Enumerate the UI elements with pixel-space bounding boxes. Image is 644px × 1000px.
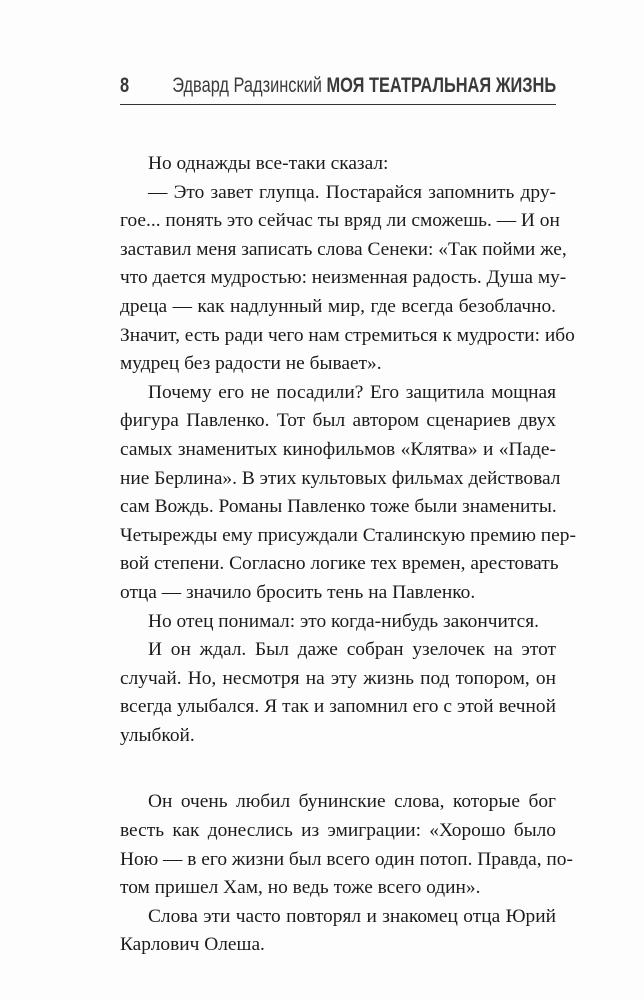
section-gap — [120, 750, 556, 788]
text-line: всегда улыбался. Я так и запомнил его с этой вечной — [120, 696, 556, 718]
text-line: заставил меня записать слова Сенеки: «Так пойми же, — [120, 238, 567, 260]
text-line: том пришел Хам, но ведь тоже всего один». — [120, 877, 481, 899]
running-header — [120, 70, 556, 106]
text-line: дреца — как надлунный мир, где всегда безоблачно. — [120, 295, 556, 317]
text-line: мудрец без радости не бывает». — [120, 353, 382, 375]
running-head — [172, 74, 556, 98]
paragraph — [120, 379, 576, 608]
text-line: Но однажды все-таки сказал: — [148, 153, 389, 174]
text-line: случай. Но, несмотря на эту жизнь под топором, он — [120, 667, 556, 689]
paragraph — [120, 903, 556, 960]
body-text — [120, 150, 576, 960]
text-line: Ною — в его жизни был всего один потоп. Правда, по- — [120, 848, 573, 870]
text-line: Четырежды ему присуждали Сталинскую премию пер- — [120, 524, 576, 546]
text-line: фигура Павленко. Тот был автором сценариев двух — [120, 410, 556, 432]
text-line: самых знаменитых кинофильмов «Клятва» и «Паде- — [120, 438, 556, 460]
header-rule — [120, 104, 556, 105]
text-line: улыбкой. — [120, 724, 195, 746]
author-name: Эдвард Радзинский — [172, 74, 322, 97]
text-line: сам Вождь. Романы Павленко тоже были знамениты. — [120, 496, 557, 518]
paragraph — [120, 150, 556, 179]
paragraph — [120, 179, 575, 379]
text-line: вой степени. Согласно логике тех времен, арестовать — [120, 553, 559, 575]
text-line: Он очень любил бунинские слова, которые бог — [148, 791, 556, 813]
page-number: 8 — [120, 74, 130, 97]
text-line: ние Берлина». В этих культовых фильмах действовал — [120, 467, 561, 489]
paragraph — [120, 608, 556, 637]
text-line: И он ждал. Был даже собран узелочек на этот — [148, 639, 556, 661]
text-line: весть как донеслись из эмиграции: «Хорошо было — [120, 820, 556, 842]
text-line: Слова эти часто повторял и знакомец отца Юрий — [148, 905, 556, 927]
paragraph — [120, 788, 573, 902]
text-line: — Это завет глупца. Постарайся запомнить дру- — [148, 181, 556, 203]
text-line: Значит, есть ради чего нам стремиться к мудрости: ибо — [120, 324, 575, 346]
text-line: отца — значило бросить тень на Павленко. — [120, 581, 476, 603]
text-line: Но отец понимал: это когда-нибудь закончится. — [148, 610, 539, 632]
text-line: Почему его не посадили? Его защитила мощная — [148, 381, 556, 403]
paragraph — [120, 636, 556, 750]
book-title: МОЯ ТЕАТРАЛЬНАЯ ЖИЗНЬ — [326, 74, 556, 97]
text-line: гое... понять это сейчас ты вряд ли сможешь. — И он — [120, 210, 560, 232]
text-line: что дается мудростью: неизменная радость. Душа му- — [120, 267, 567, 289]
text-line: Карлович Олеша. — [120, 934, 265, 956]
